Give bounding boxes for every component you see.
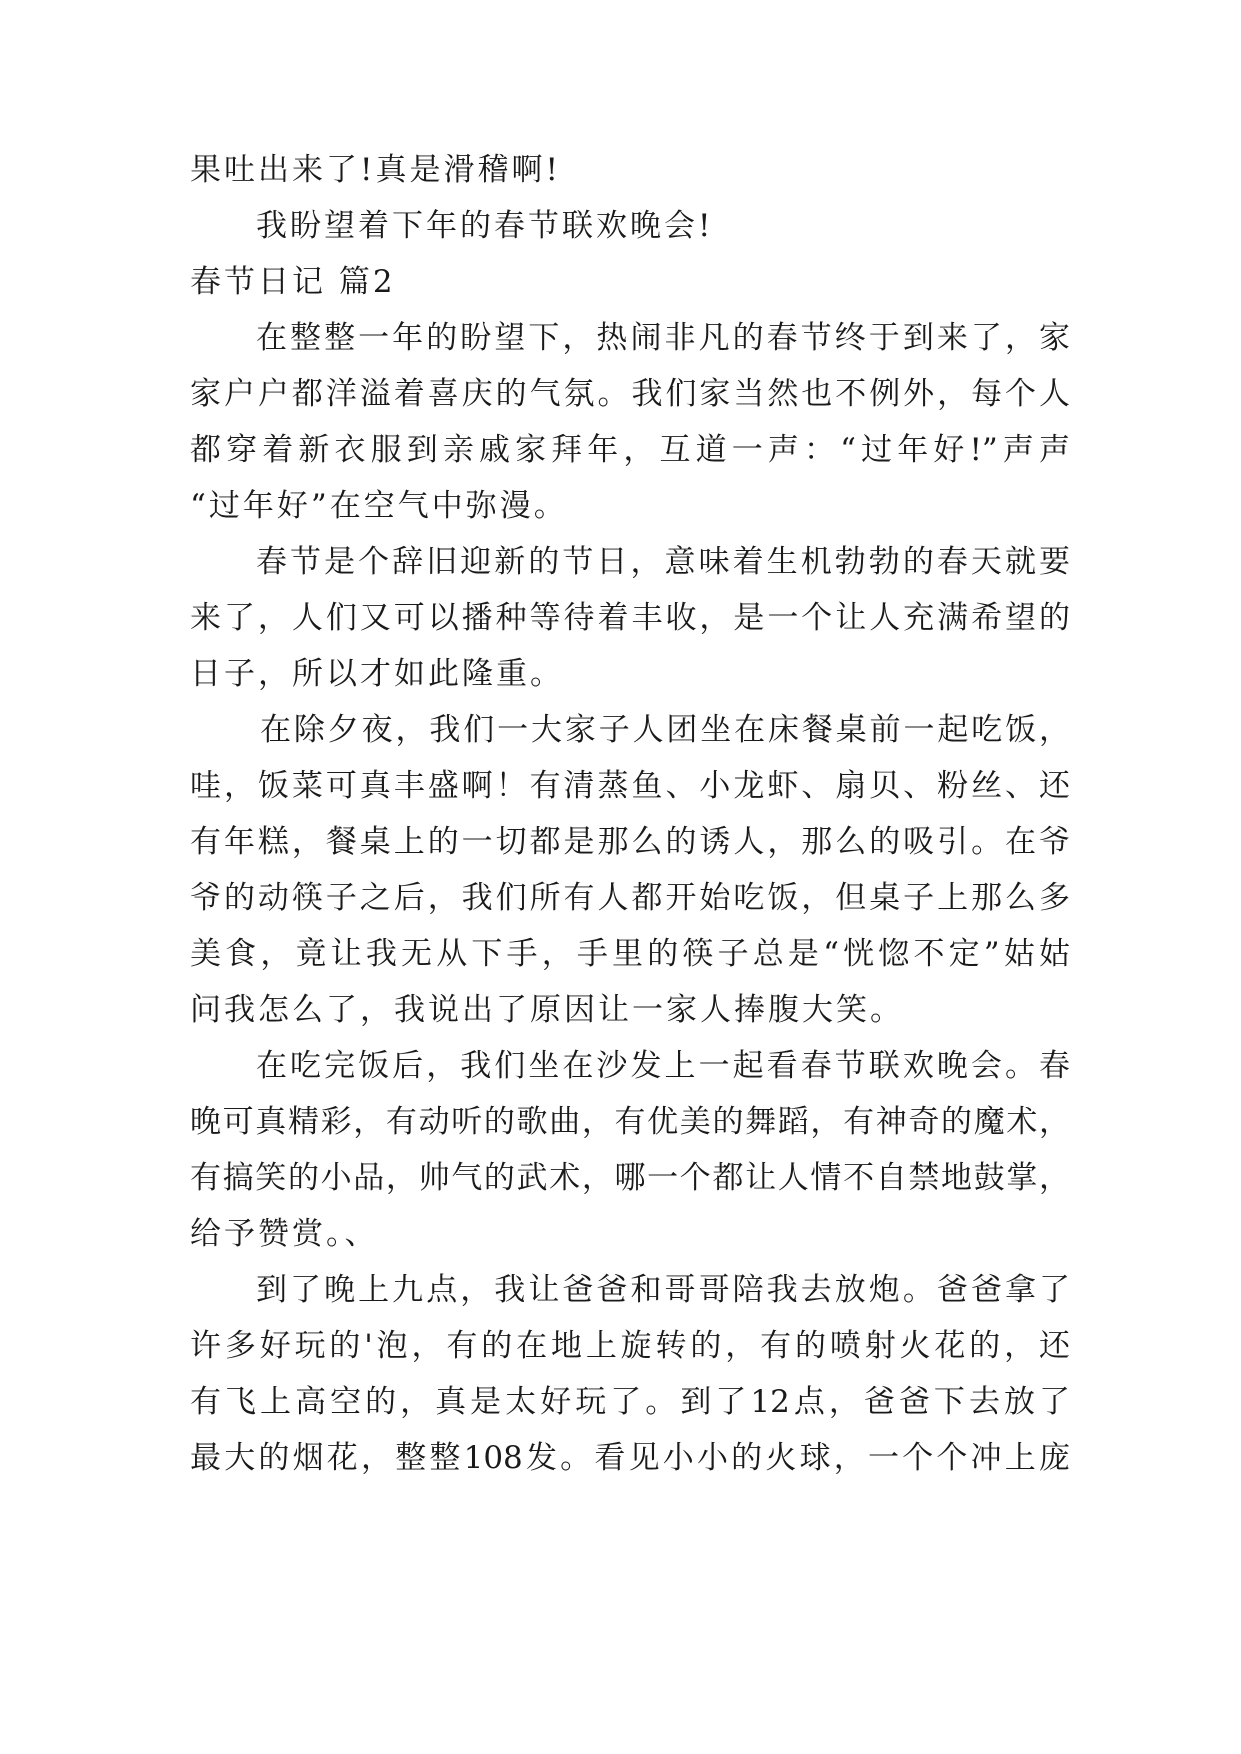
paragraph-line: 给予赞赏。、 <box>190 1216 379 1252</box>
paragraph-line: 在整整一年的盼望下，热闹非凡的春节终于到来了，家 <box>256 320 1070 356</box>
paragraph-line: 有搞笑的小品，帅气的武术，哪一个都让人情不自禁地鼓掌， <box>190 1160 1070 1196</box>
paragraph-line: 果吐出来了!真是滑稽啊! <box>190 152 561 188</box>
paragraph-line: 来了，人们又可以播种等待着丰收，是一个让人充满希望的 <box>190 600 1070 636</box>
paragraph-line: 春节是个辞旧迎新的节日，意味着生机勃勃的春天就要 <box>256 544 1070 580</box>
paragraph-line: 有年糕，餐桌上的一切都是那么的诱人，那么的吸引。在爷 <box>190 824 1070 860</box>
paragraph-line: 哇，饭菜可真丰盛啊！有清蒸鱼、小龙虾、扇贝、粉丝、还 <box>190 768 1070 804</box>
paragraph-line: 美食，竟让我无从下手，手里的筷子总是“恍惚不定”姑姑 <box>190 936 1070 972</box>
paragraph-line: 最大的烟花，整整108发。看见小小的火球，一个个冲上庞 <box>190 1440 1070 1476</box>
paragraph-line: 都穿着新衣服到亲戚家拜年，互道一声：“过年好!”声声 <box>190 432 1070 468</box>
paragraph-line: 有飞上高空的，真是太好玩了。到了12点，爸爸下去放了 <box>190 1384 1070 1420</box>
paragraph-line: 许多好玩的'泡，有的在地上旋转的，有的喷射火花的，还 <box>190 1328 1070 1364</box>
paragraph-line: 在除夕夜，我们一大家子人团坐在床餐桌前一起吃饭， <box>260 712 1070 748</box>
paragraph-line: 日子，所以才如此隆重。 <box>190 656 564 692</box>
section-heading: 春节日记 篇2 <box>190 264 396 300</box>
paragraph-line: 到了晚上九点，我让爸爸和哥哥陪我去放炮。爸爸拿了 <box>256 1272 1070 1308</box>
paragraph-line: 在吃完饭后，我们坐在沙发上一起看春节联欢晚会。春 <box>256 1048 1070 1084</box>
paragraph-line: 我盼望着下年的春节联欢晚会! <box>256 208 714 244</box>
paragraph-line: “过年好”在空气中弥漫。 <box>190 488 568 524</box>
paragraph-line: 家户户都洋溢着喜庆的气氛。我们家当然也不例外，每个人 <box>190 376 1070 412</box>
paragraph-line: 问我怎么了，我说出了原因让一家人捧腹大笑。 <box>190 992 904 1028</box>
paragraph-line: 爷的动筷子之后，我们所有人都开始吃饭，但桌子上那么多 <box>190 880 1070 916</box>
paragraph-line: 晚可真精彩，有动听的歌曲，有优美的舞蹈，有神奇的魔术， <box>190 1104 1070 1140</box>
